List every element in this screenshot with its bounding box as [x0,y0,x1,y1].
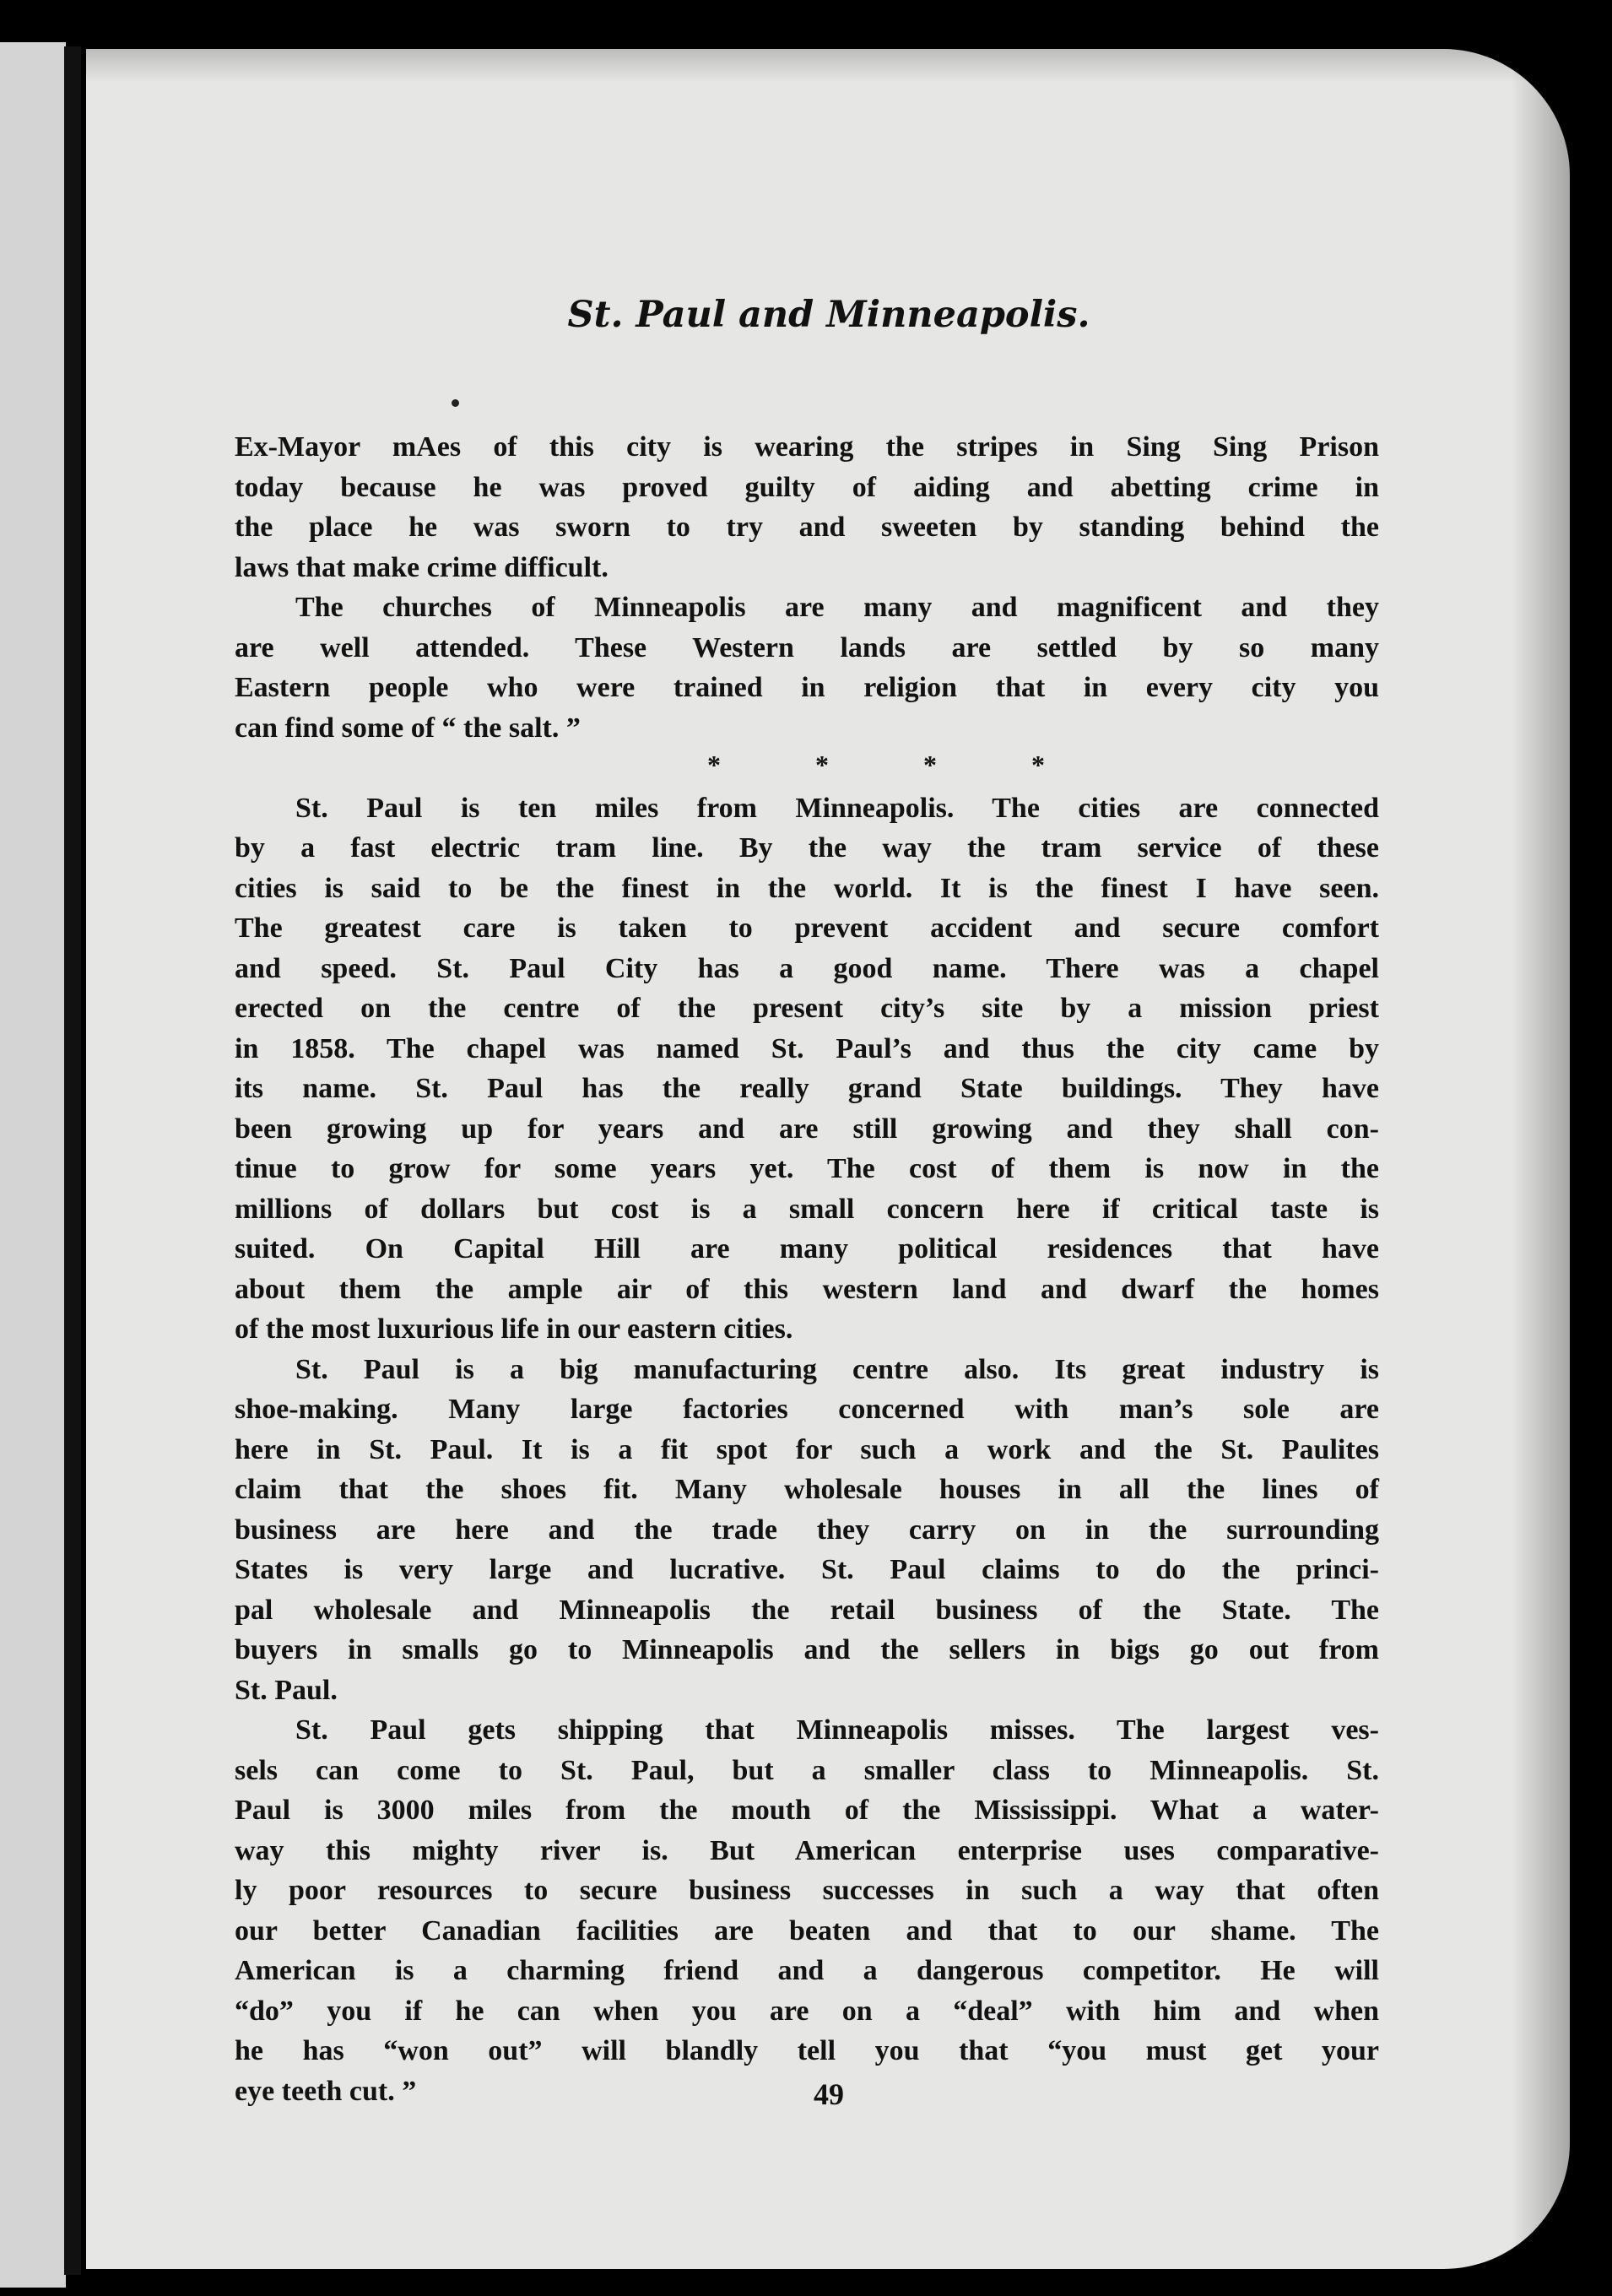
text-line: American is a charming friend and a dangerous competitor. He will [235,1955,1379,1986]
paragraph-4 [235,1350,1379,1711]
separator-star: * [1031,750,1045,780]
text-line: today because he was proved guilty of aiding and abetting crime in [235,471,1379,503]
page-top-shadow [86,49,1570,83]
text-line: shoe-making. Many large factories concerned with man’s sole are [235,1394,1379,1425]
text-line: and speed. St. Paul City has a good name. There was a chapel [235,952,1379,984]
text-line: claim that the shoes fit. Many wholesale houses in all the lines of [235,1474,1379,1505]
separator-star: * [707,750,721,780]
page-edge-shadow [1511,49,1570,2269]
text-line: cities is said to be the finest in the world. It is the finest I have seen. [235,872,1379,904]
text-line: by a fast electric tram line. By the way the tram service of these [235,832,1379,864]
text-line: about them the ample air of this western land and dwarf the homes [235,1273,1379,1305]
text-line: way this mighty river is. But American enterprise uses comparative- [235,1834,1379,1866]
text-line: States is very large and lucrative. St. Paul claims to do the princi- [235,1554,1379,1585]
text-line: he has “won out” will blandly tell you that “you must get your [235,2035,1379,2066]
left-page-edge [0,42,66,2288]
text-line: can find some of “ the salt. ” [235,712,581,744]
text-line: business are here and the trade they carry on in the surrounding [235,1514,1379,1546]
text-line: Eastern people who were trained in religion that in every city you [235,672,1379,703]
text-line: suited. On Capital Hill are many political residences that have [235,1233,1379,1264]
text-line: our better Canadian facilities are beaten and that to our shame. The [235,1914,1379,1947]
text-line: here in St. Paul. It is a fit spot for such a work and the St. Paulites [235,1433,1379,1465]
running-header: St. Paul and Minneapolis. [567,294,1090,336]
text-line: tinue to grow for some years yet. The cost of them is now in the [235,1153,1379,1184]
page-body [235,427,1379,2111]
text-line: been growing up for years and are still growing and they shall con- [235,1113,1379,1145]
page-number: 49 [814,2077,844,2111]
text-line: eye teeth cut. ” [235,2075,417,2107]
text-line: its name. St. Paul has the really grand State buildings. They have [235,1073,1379,1104]
text-line: are well attended. These Western lands are settled by so many [235,631,1379,663]
text-line: Ex-Mayor mAes of this city is wearing the stripes in Sing Sing Prison [235,431,1379,463]
text-line: pal wholesale and Minneapolis the retail business of the State. The [235,1594,1379,1626]
text-line: of the most luxurious life in our eastern cities. [235,1313,793,1345]
separator-star: * [815,750,829,780]
paragraph-5 [235,1710,1379,2111]
text-line: “do” you if he can when you are on a “deal” with him and when [235,1995,1379,2027]
paragraph-2 [235,588,1379,748]
separator-star: * [923,750,937,780]
text-line: St. Paul gets shipping that Minneapolis misses. The largest ves- [295,1714,1379,1746]
text-line: erected on the centre of the present city’s site by a mission priest [235,993,1379,1024]
text-line: St. Paul. [235,1674,338,1706]
text-line: The churches of Minneapolis are many and magnificent and they [295,592,1379,623]
book-spine [64,46,81,2275]
text-line: buyers in smalls go to Minneapolis and the sellers in bigs go out from [235,1634,1379,1665]
ink-dot [452,399,459,407]
text-line: The greatest care is taken to prevent accident and secure comfort [235,912,1379,944]
text-line: laws that make crime difficult. [235,551,609,583]
text-line: Paul is 3000 miles from the mouth of the Mississippi. What a water- [235,1795,1379,1826]
text-line: St. Paul is a big manufacturing centre also. Its great industry is [295,1353,1379,1385]
text-line: sels can come to St. Paul, but a smaller class to Minneapolis. St. [235,1754,1379,1786]
text-line: millions of dollars but cost is a small concern here if critical taste is [235,1193,1379,1225]
paragraph-1 [235,427,1379,588]
book-page [86,49,1570,2269]
paragraph-3 [235,788,1379,1350]
text-line: St. Paul is ten miles from Minneapolis. The cities are connected [295,792,1379,824]
text-line: ly poor resources to secure business successes in such a way that often [235,1875,1379,1906]
text-line: in 1858. The chapel was named St. Paul’s and thus the city came by [235,1032,1379,1064]
section-separator [707,748,1045,788]
text-line: the place he was sworn to try and sweeten by standing behind the [235,512,1379,543]
